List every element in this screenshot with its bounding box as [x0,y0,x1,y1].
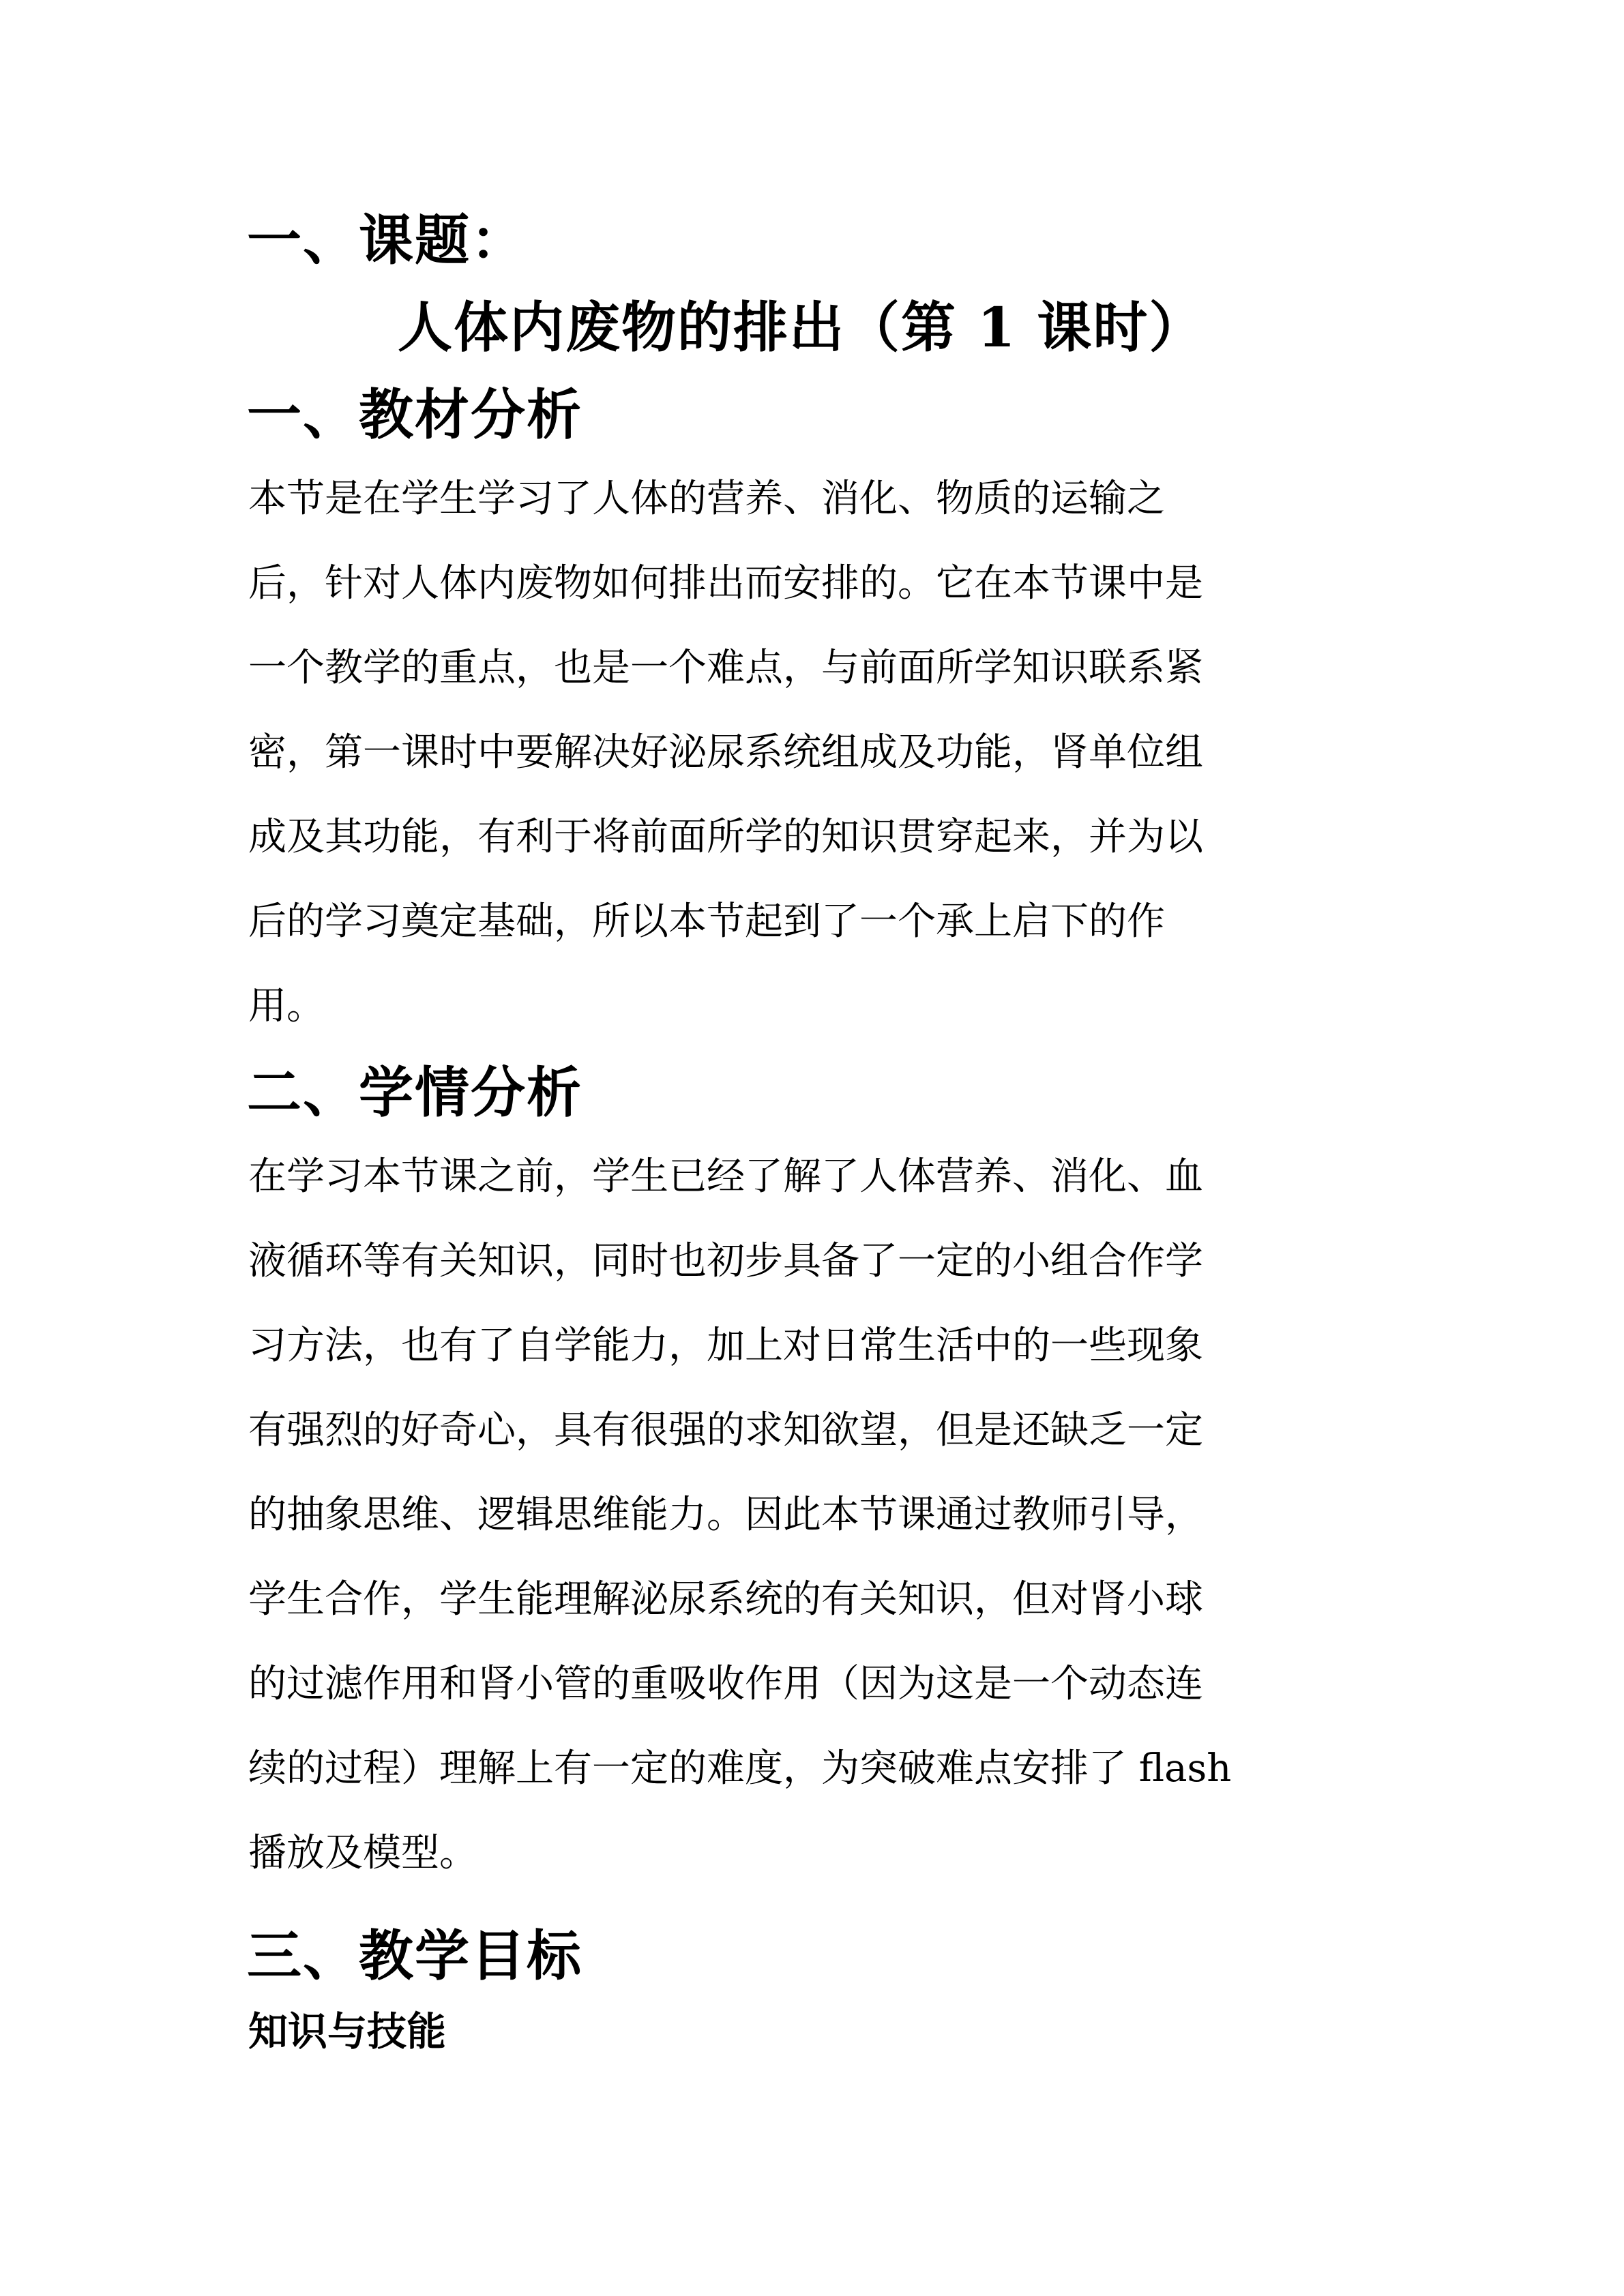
paragraph-line: 续的过程）理解上有一定的难度，为突破难点安排了 flash [248,1746,1232,1791]
section-heading-student-analysis: 二、学情分析 [247,1060,582,1124]
section-heading-teaching-objectives: 三、教学目标 [247,1924,582,1988]
paragraph-line: 在学习本节课之前，学生已经了解了人体营养、消化、血 [248,1154,1203,1199]
paragraph-line: 后的学习奠定基础，所以本节起到了一个承上启下的作 [248,899,1165,944]
paragraph-line: 习方法，也有了自学能力，加上对日常生活中的一些现象 [248,1324,1203,1368]
paragraph-line: 学生合作，学生能理解泌尿系统的有关知识，但对肾小球 [248,1577,1203,1622]
subheading-knowledge-skills: 知识与技能 [248,2008,447,2055]
paragraph-line: 密，第一课时中要解决好泌尿系统组成及功能，肾单位组 [248,730,1203,775]
textbook-analysis-paragraph [248,457,1203,1049]
student-analysis-paragraph [248,1135,1231,1896]
paragraph-line: 成及其功能，有利于将前面所学的知识贯穿起来，并为以 [248,815,1203,859]
paragraph-line: 后，针对人体内废物如何排出而安排的。它在本节课中是 [248,561,1203,606]
topic-heading: 一、课题： [247,208,527,272]
paragraph-line: 用。 [248,984,325,1028]
paragraph-line: 本节是在学生学习了人体的营养、消化、物质的运输之 [248,477,1165,521]
paragraph-line: 一个教学的重点，也是一个难点，与前面所学知识联系紧 [248,646,1203,690]
lesson-title: 人体内废物的排出（第 1 课时） [398,295,1205,359]
paragraph-line: 的过滤作用和肾小管的重吸收作用（因为这是一个动态连 [248,1662,1203,1706]
paragraph-line: 有强烈的好奇心，具有很强的求知欲望，但是还缺乏一定 [248,1408,1203,1452]
paragraph-line: 的抽象思维、逻辑思维能力。因此本节课通过教师引导， [248,1493,1203,1537]
paragraph-line: 播放及模型。 [248,1831,477,1875]
section-heading-textbook-analysis: 一、教材分析 [247,383,582,447]
paragraph-line: 液循环等有关知识，同时也初步具备了一定的小组合作学 [248,1239,1203,1283]
